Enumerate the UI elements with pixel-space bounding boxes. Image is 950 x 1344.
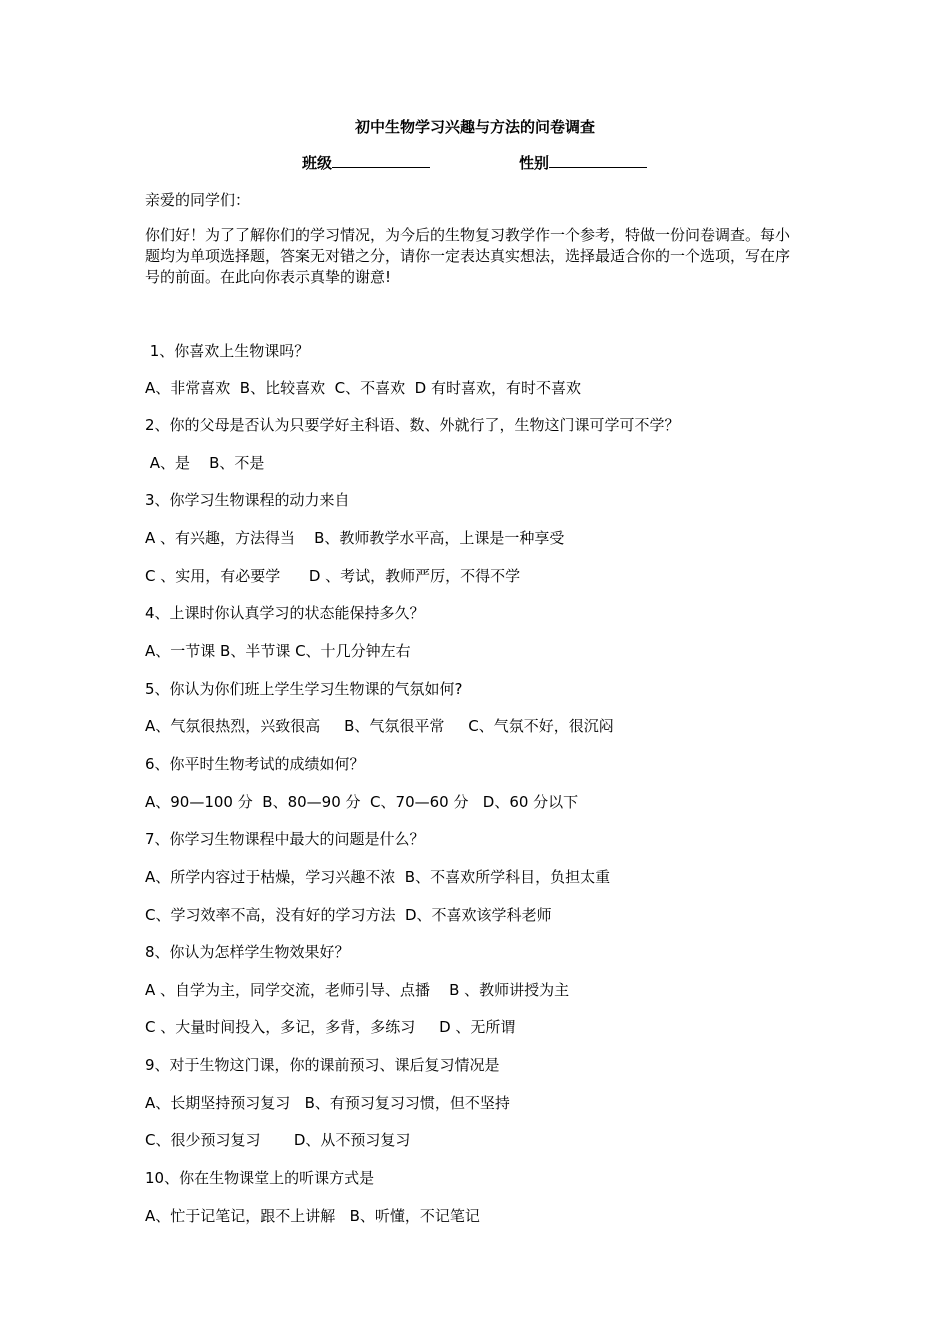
- survey-title: 初中生物学习兴趣与方法的问卷调查: [354, 118, 595, 136]
- question-4: 4、上课时你认真学习的状态能保持多久？: [145, 604, 425, 622]
- question-9: 9、对于生物这门课，你的课前预习、课后复习情况是: [145, 1056, 500, 1074]
- question-8-options-line-2: C 、大量时间投入，多记，多背，多练习 D 、无所谓: [145, 1018, 516, 1036]
- question-6: 6、你平时生物考试的成绩如何？: [145, 755, 365, 773]
- class-label: 班级: [302, 154, 333, 172]
- question-7-options-line-2: C、学习效率不高，没有好的学习方法 D、不喜欢该学科老师: [145, 906, 552, 924]
- gender-label: 性别: [519, 154, 550, 172]
- question-5: 5、你认为你们班上学生学习生物课的气氛如何?: [145, 680, 463, 698]
- class-field: [302, 152, 430, 174]
- question-2-options: A、是 B、不是: [145, 454, 265, 472]
- question-10: 10、你在生物课堂上的听课方式是: [145, 1169, 375, 1187]
- greeting: 亲爱的同学们：: [145, 191, 251, 209]
- question-9-options-line-1: A、长期坚持预习复习 B、有预习复习习惯，但不坚持: [145, 1094, 510, 1112]
- question-9-options-line-2: C、很少预习复习 D、从不预习复习: [145, 1131, 411, 1149]
- question-7: 7、你学习生物课程中最大的问题是什么？: [145, 830, 425, 848]
- question-8: 8、你认为怎样学生物效果好？: [145, 943, 350, 961]
- question-4-options: A、一节课 B、半节课 C、十几分钟左右: [145, 642, 411, 660]
- question-10-options: A、忙于记笔记，跟不上讲解 B、听懂，不记笔记: [145, 1207, 480, 1225]
- gender-field: [519, 152, 647, 174]
- question-5-options: A、气氛很热烈，兴致很高 B、气氛很平常 C、气氛不好，很沉闷: [145, 717, 614, 735]
- class-blank-line: [332, 152, 430, 168]
- question-6-options: A、90—100 分 B、80—90 分 C、70—60 分 D、60 分以下: [145, 793, 579, 811]
- question-8-options-line-1: A 、自学为主，同学交流，老师引导、点播 B 、教师讲授为主: [145, 981, 570, 999]
- intro-paragraph: 你们好！为了了解你们的学习情况，为今后的生物复习教学作一个参考，特做一份问卷调查。每小题均为单项选择题，答案无对错之分，请你一定表达真实想法，选择最适合你的一个选项，写在序号的前面。在此向你表示真挚的谢意!: [145, 226, 791, 286]
- question-1: 1、你喜欢上生物课吗？: [145, 342, 310, 360]
- question-3-options-line-1: A 、有兴趣，方法得当 B、教师教学水平高，上课是一种享受: [145, 529, 565, 547]
- question-2: 2、你的父母是否认为只要学好主科语、数、外就行了，生物这门课可学可不学？: [145, 416, 680, 434]
- gender-blank-line: [549, 152, 647, 168]
- question-7-options-line-1: A、所学内容过于枯燥，学习兴趣不浓 B、不喜欢所学科目，负担太重: [145, 868, 611, 886]
- question-1-options: A、非常喜欢 B、比较喜欢 C、不喜欢 D 有时喜欢，有时不喜欢: [145, 379, 581, 397]
- question-3-options-line-2: C 、实用，有必要学 D 、考试，教师严厉，不得不学: [145, 567, 521, 585]
- question-3: 3、你学习生物课程的动力来自: [145, 491, 350, 509]
